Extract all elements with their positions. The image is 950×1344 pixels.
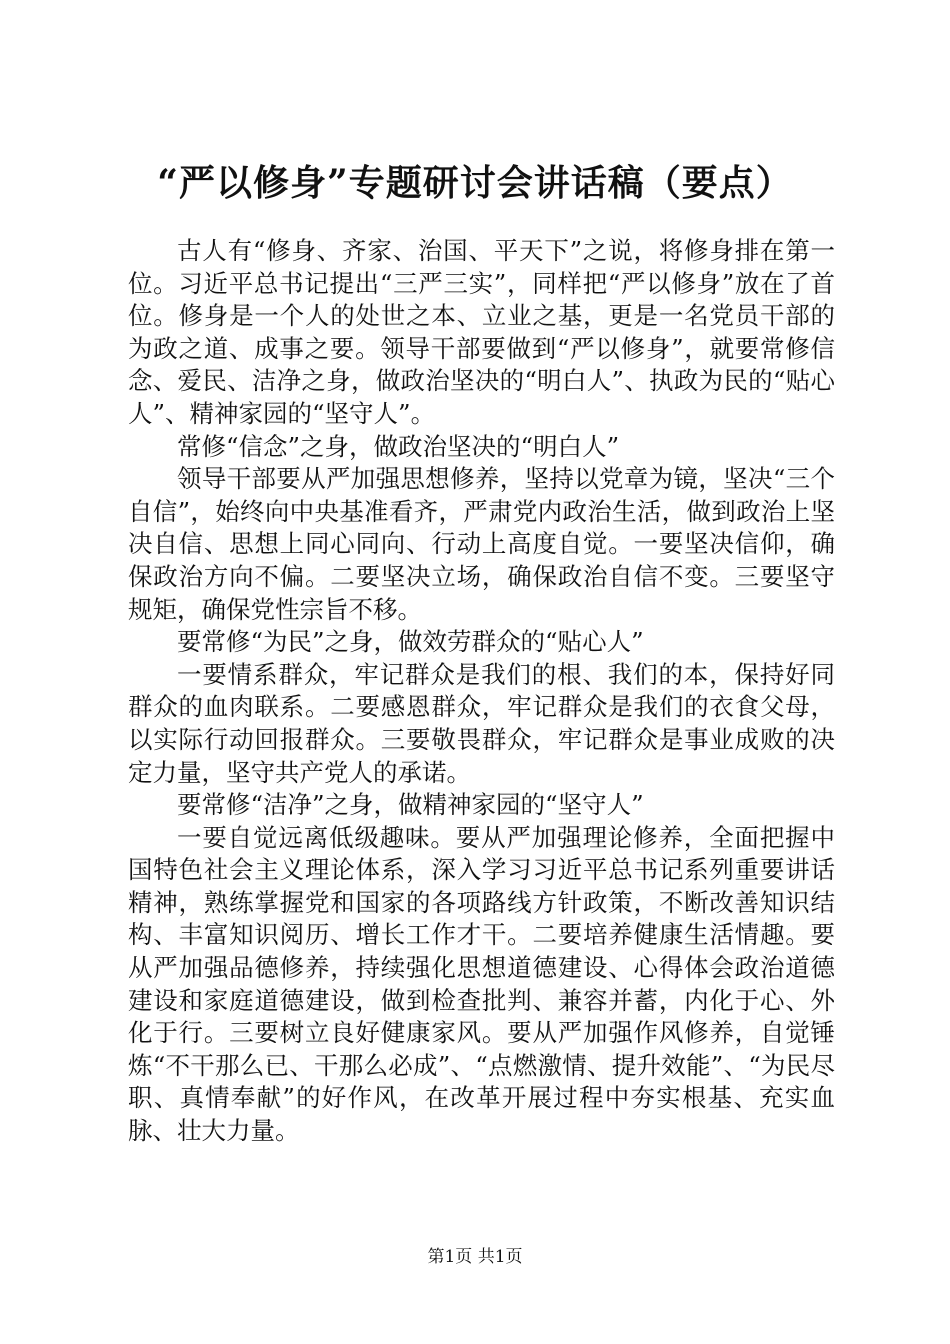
paragraph-belief: 领导干部要从严加强思想修养，坚持以党章为镜，坚决“三个自信”，始终向中央基准看齐，严肃党内政治生活，做到政治上坚决自信、思想上同心同向、行动上高度自觉。一要坚决信仰，确保政治方向不偏。二要坚决立场，确保政治自信不变。三要坚守规矩，确保党性宗旨不移。 <box>128 464 835 624</box>
section-heading-clean: 要常修“洁净”之身，做精神家园的“坚守人” <box>177 790 644 820</box>
document-title: “严以修身”专题研讨会讲话稿（要点） <box>157 162 793 204</box>
section-heading-belief: 常修“信念”之身，做政治坚决的“明白人” <box>177 431 620 461</box>
paragraph-intro: 古人有“修身、齐家、治国、平天下”之说，将修身排在第一位。习近平总书记提出“三严三实”，同样把“严以修身”放在了首位。修身是一个人的处世之本、立业之基，更是一名党员干部的为政之道、成事之要。领导干部要做到“严以修身”，就要常修信念、爱民、洁净之身，做政治坚决的“明白人”、执政为民的“贴心人”、精神家园的“坚守人”。 <box>128 236 835 428</box>
paragraph-clean: 一要自觉远离低级趣味。要从严加强理论修养，全面把握中国特色社会主义理论体系，深入学习习近平总书记系列重要讲话精神，熟练掌握党和国家的各项路线方针政策，不断改善知识结构、丰富知识阅历、增长工作才干。二要培养健康生活情趣。要从严加强品德修养，持续强化思想道德建设、心得体会政治道德建设和家庭道德建设，做到检查批判、兼容并蓄，内化于心、外化于行。三要树立良好健康家风。要从严加强作风修养，自觉锤炼“不干那么已、干那么必成”、“点燃激情、提升效能”、“为民尽职、真情奉献”的好作风，在改革开展过程中夯实根基、充实血脉、壮大力量。 <box>128 822 835 1146</box>
section-heading-people: 要常修“为民”之身，做效劳群众的“贴心人” <box>177 627 644 657</box>
document-body <box>128 235 835 1148</box>
paragraph-people: 一要情系群众，牢记群众是我们的根、我们的本，保持好同群众的血肉联系。二要感恩群众，牢记群众是我们的衣食父母，以实际行动回报群众。三要敬畏群众，牢记群众是事业成败的决定力量，坚守共产党人的承诺。 <box>128 659 835 787</box>
page-number-footer: 第1页 共1页 <box>427 1247 523 1267</box>
